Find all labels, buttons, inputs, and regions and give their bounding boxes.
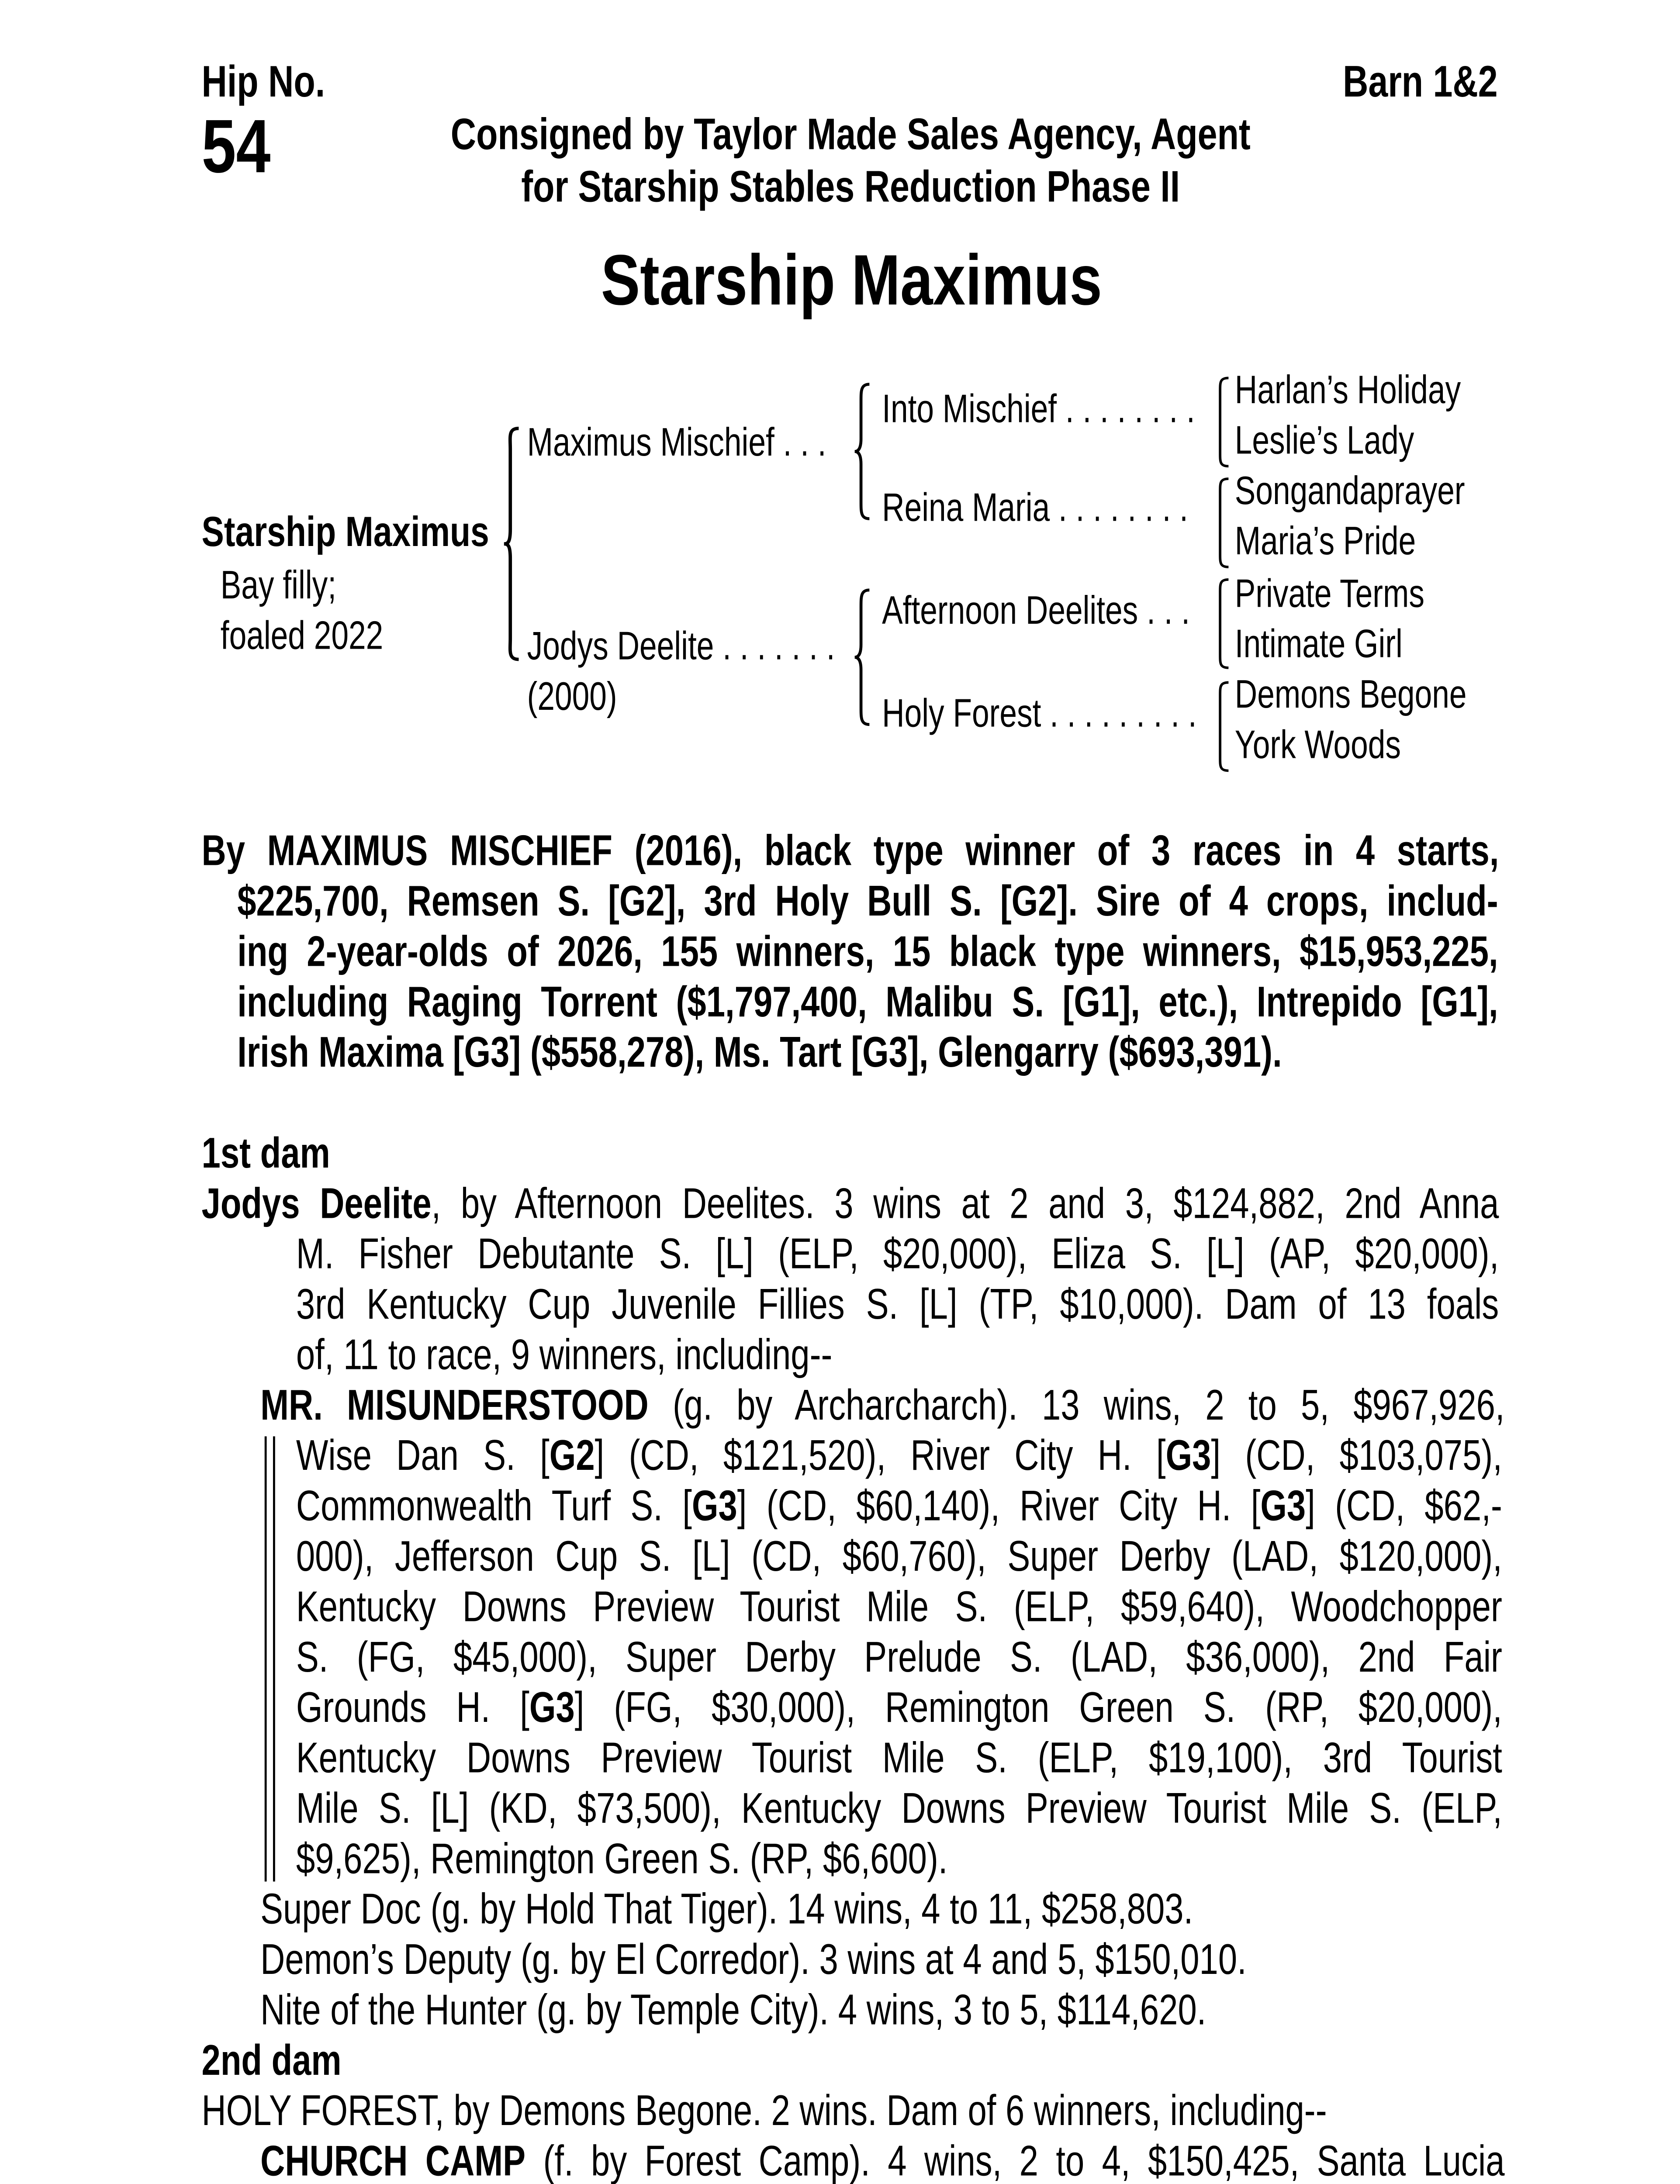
mr-misunderstood-line-1: [260, 1382, 1680, 1432]
pedigree-ggp-3-text: Songandaprayer: [1234, 470, 1465, 515]
mr-misunderstood-record-line: [296, 1634, 1680, 1684]
grade-text: G3: [529, 1684, 575, 1733]
record-text: ] (CD, $103,075),: [1211, 1432, 1503, 1481]
pedigree-ggp-5: [1235, 575, 1478, 617]
grade-text: G3: [1165, 1432, 1211, 1481]
consignor-line-1: [210, 109, 1491, 162]
dam1-line-3: [296, 1281, 1680, 1331]
dam1-foal-line: [260, 1987, 1458, 2037]
barn-label: [1303, 59, 1497, 109]
sire-paragraph-line: [202, 827, 1680, 878]
sire-paragraph-text: Irish Maxima [G3] ($558,278), Ms. Tart [G3], Glengarry ($693,391).: [237, 1029, 1282, 1078]
pedigree-desc-2-text: foaled 2022: [220, 615, 384, 660]
mr-misunderstood-record-line: [296, 1684, 1680, 1735]
pedigree-ggp-6-text: Intimate Girl: [1234, 623, 1403, 668]
pedigree-ggp-7-text: Demons Begone: [1234, 674, 1467, 719]
sire-paragraph-text: $225,700, Remsen S. [G2], 3rd Holy Bull S. [G2]. Sire of 4 crops, includ-: [237, 878, 1498, 926]
dam1-foal-text: Nite of the Hunter (g. by Temple City). 4 wins, 3 to 5, $114,620.: [260, 1986, 1206, 2035]
produce-bar: [265, 1436, 275, 1881]
dam1-line-1: [202, 1180, 1500, 1230]
dam1-foal-text: Demon’s Deputy (g. by El Corredor). 3 wins at 4 and 5, $150,010.: [260, 1936, 1247, 1985]
pedigree-dam-dam-text: Holy Forest . . . . . . . . .: [882, 693, 1197, 737]
dam1-line-1-text: , by Afternoon Deelites. 3 wins at 2 and 3, $124,882, 2nd Anna: [431, 1180, 1499, 1229]
pedigree-bracket-3d: [1214, 682, 1231, 771]
pedigree-sire-sire-text: Into Mischief . . . . . . . .: [882, 388, 1195, 433]
pedigree-dam-text: Jodys Deelite . . . . . . .: [527, 625, 835, 670]
dam1-line-4-text: of, 11 to race, 9 winners, including--: [296, 1331, 833, 1380]
pedigree-subject-text: Starship Maximus: [201, 510, 489, 556]
pedigree-desc-1: [221, 567, 369, 609]
mr-misunderstood-record-line: [296, 1533, 1680, 1583]
record-text: S. (FG, $45,000), Super Derby Prelude S. (LAD, $36,000), 2nd Fair: [296, 1634, 1502, 1682]
mr-misunderstood-record-line: [296, 1432, 1680, 1482]
pedigree-bracket-2b: [850, 590, 876, 725]
grade-text: G3: [691, 1482, 737, 1531]
pedigree-ggp-2-text: Leslie’s Lady: [1234, 420, 1414, 464]
pedigree-bracket-3b: [1214, 479, 1231, 567]
dam1-name: Jodys Deelite: [201, 1180, 432, 1229]
pedigree-bracket-2a: [850, 384, 876, 519]
pedigree-ggp-2: [1235, 422, 1465, 464]
pedigree-sire-dam-text: Reina Maria . . . . . . . .: [882, 487, 1189, 532]
hip-label: [202, 59, 356, 109]
pedigree-ggp-4-text: Maria’s Pride: [1234, 521, 1416, 565]
sire-paragraph-line: [237, 1029, 1559, 1079]
mr-misunderstood-record-line: [296, 1835, 1121, 1886]
dam1-line-4: [296, 1331, 975, 1382]
pedigree-dam-sire-text: Afternoon Deelites . . .: [882, 590, 1190, 634]
grade-text: G3: [1260, 1482, 1306, 1531]
pedigree-ggp-1-text: Harlan’s Holiday: [1234, 370, 1461, 414]
dam1-heading-text: 1st dam: [201, 1130, 330, 1178]
dam2-line-1: [202, 2087, 1626, 2138]
pedigree-desc-1-text: Bay filly;: [220, 565, 337, 609]
horse-title: [210, 239, 1491, 323]
pedigree-ggp-4: [1235, 523, 1467, 565]
horse-title-text: Starship Maximus: [600, 241, 1101, 321]
consignor-line-2-text: for Starship Stables Reduction Phase II: [521, 163, 1180, 212]
record-text: ] (CD, $121,520), River City H. [: [595, 1432, 1166, 1481]
dam1-foal-text: Super Doc (g. by Hold That Tiger). 14 wins, 4 to 11, $258,803.: [260, 1886, 1193, 1934]
barn-text: Barn 1&2: [1342, 59, 1497, 107]
record-text: Kentucky Downs Preview Tourist Mile S. (ELP, $19,100), 3rd Tourist: [296, 1734, 1502, 1783]
record-text: Kentucky Downs Preview Tourist Mile S. (ELP, $59,640), Woodchopper: [296, 1583, 1502, 1632]
pedigree-bracket-3c: [1214, 580, 1231, 668]
pedigree-dam-year-text: (2000): [527, 676, 617, 720]
sire-paragraph-text: including Raging Torrent ($1,797,400, Malibu S. [G1], etc.), Intrepido [G1],: [237, 978, 1498, 1027]
mr-misunderstood-record-line: [296, 1482, 1680, 1533]
church-camp-line-1: [260, 2138, 1680, 2184]
sire-paragraph-line: [237, 928, 1680, 978]
dam1-heading: [202, 1130, 365, 1180]
mr-misunderstood-record-line: [296, 1735, 1680, 1785]
sire-paragraph-text: By MAXIMUS MISCHIEF (2016), black type winner of 3 races in 4 starts,: [201, 827, 1499, 876]
dam1-line-2: [296, 1230, 1680, 1281]
mr-misunderstood-name: MR. MISUNDERSTOOD: [260, 1382, 649, 1430]
grade-text: G2: [549, 1432, 595, 1481]
church-camp-line-1-text: (f. by Forest Camp). 4 wins, 2 to 4, $150,425, Santa Lucia: [525, 2138, 1505, 2184]
pedigree-ggp-6: [1234, 623, 1450, 668]
pedigree-ggp-3: [1234, 470, 1530, 515]
dam2-line-1-text: HOLY FOREST, by Demons Begone. 2 wins. Dam of 6 winners, including--: [201, 2087, 1327, 2136]
mr-misunderstood-record-line: [296, 1785, 1680, 1835]
dam2-heading-text: 2nd dam: [201, 2037, 342, 2085]
pedigree-bracket-3a: [1214, 378, 1231, 466]
pedigree-ggp-7: [1235, 676, 1532, 718]
pedigree-bracket-1: [500, 429, 525, 660]
dam1-foal-line: [260, 1886, 1441, 1936]
hip-number-text: 54: [201, 103, 271, 189]
record-text: ] (FG, $30,000), Remington Green S. (RP, $20,000),: [574, 1684, 1502, 1733]
sire-paragraph-text: ing 2-year-olds of 2026, 155 winners, 15 black type winners, $15,953,225,: [237, 928, 1498, 977]
record-text: Commonwealth Turf S. [: [296, 1482, 692, 1531]
dam1-foal-line: [260, 1936, 1509, 1987]
dam1-line-3-text: 3rd Kentucky Cup Juvenile Fillies S. [L] (TP, $10,000). Dam of 13 foals: [296, 1281, 1499, 1330]
pedigree-ggp-1: [1235, 372, 1524, 414]
dam2-heading: [202, 2037, 379, 2087]
record-text: ] (CD, $62,-: [1306, 1482, 1502, 1531]
consignor-line-1-text: Consigned by Taylor Made Sales Agency, Agent: [450, 111, 1251, 160]
pedigree-ggp-8: [1235, 726, 1448, 768]
record-text: Grounds H. [: [296, 1684, 529, 1733]
record-text: 000), Jefferson Cup S. [L] (CD, $60,760), Super Derby (LAD, $120,000),: [296, 1533, 1502, 1582]
dam1-line-2-text: M. Fisher Debutante S. [L] (ELP, $20,000), Eliza S. [L] (AP, $20,000),: [296, 1230, 1499, 1279]
hip-label-text: Hip No.: [201, 59, 325, 107]
record-text: Wise Dan S. [: [296, 1432, 550, 1481]
pedigree-sire-text: Maximus Mischief . . .: [527, 422, 826, 467]
mr-misunderstood-line-1-text: (g. by Archarcharch). 13 wins, 2 to 5, $967,926,: [648, 1382, 1505, 1430]
pedigree-ggp-5-text: Private Terms: [1234, 573, 1425, 618]
pedigree-desc-2: [221, 617, 429, 659]
record-text: Mile S. [L] (KD, $73,500), Kentucky Downs Preview Tourist Mile S. (ELP,: [296, 1785, 1502, 1833]
record-text: ] (CD, $60,140), River City H. [: [737, 1482, 1261, 1531]
sire-paragraph-line: [237, 978, 1680, 1029]
consignor-line-2: [210, 162, 1491, 214]
church-camp-name: CHURCH CAMP: [260, 2138, 526, 2184]
pedigree-dam-year: [527, 678, 643, 720]
record-text: $9,625), Remington Green S. (RP, $6,600).: [296, 1835, 948, 1884]
sire-paragraph-line: [237, 878, 1680, 928]
mr-misunderstood-record-line: [296, 1583, 1680, 1634]
pedigree-ggp-8-text: York Woods: [1234, 724, 1401, 769]
